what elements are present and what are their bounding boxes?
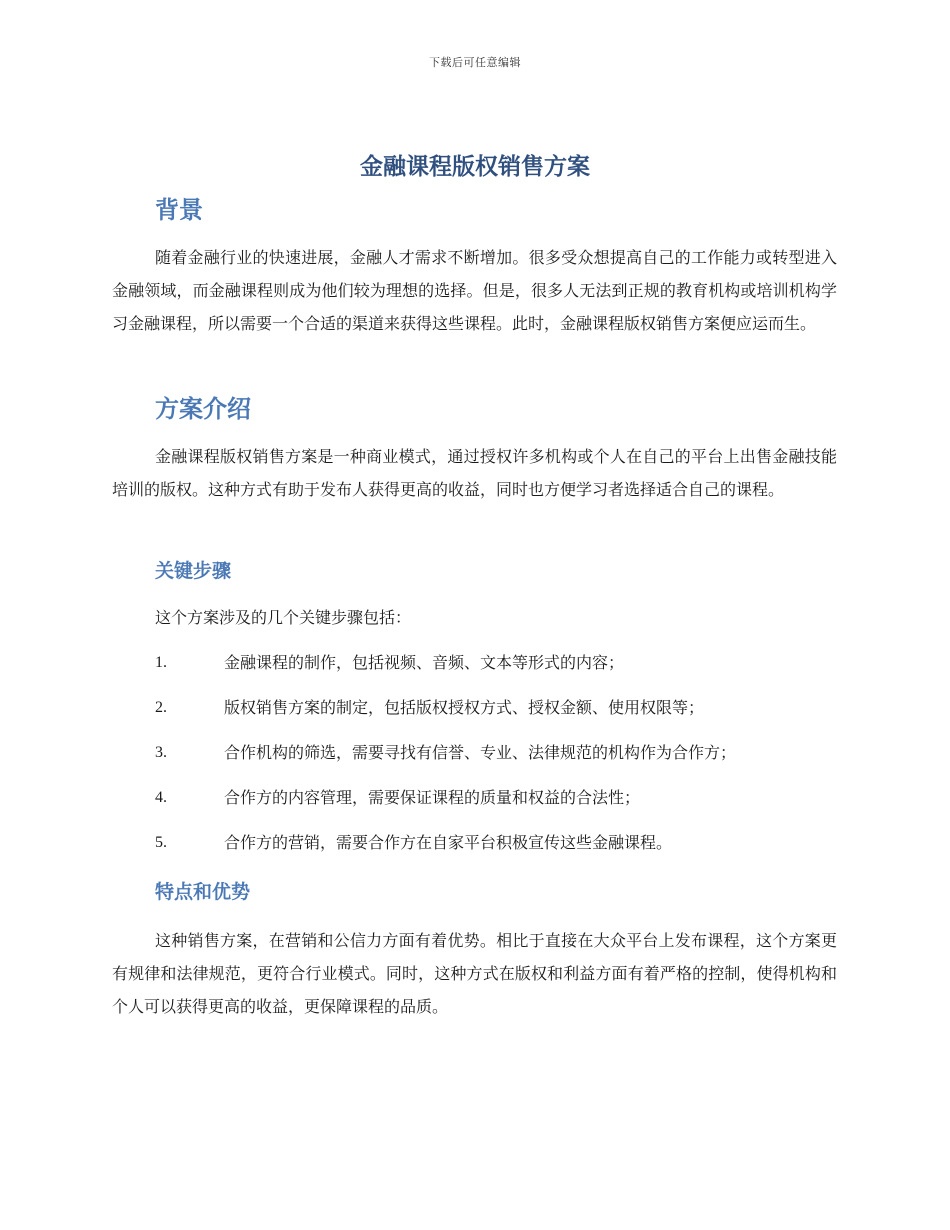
step-number: 4.	[155, 789, 167, 806]
step-number: 5.	[155, 834, 167, 851]
background-paragraph: 随着金融行业的快速进展，金融人才需求不断增加。很多受众想提高自己的工作能力或转型进入金融领域，而金融课程则成为他们较为理想的选择。但是，很多人无法到正规的教育机构或培训机构学习金融课程，所以需要一个合适的渠道来获得这些课程。此时，金融课程版权销售方案便应运而生。	[112, 248, 837, 333]
step-text: 合作方的内容管理，需要保证课程的质量和权益的合法性；	[224, 788, 641, 807]
features-paragraph: 这种销售方案，在营销和公信力方面有着优势。相比于直接在大众平台上发布课程，这个方案更有规律和法律规范，更符合行业模式。同时，这种方式在版权和利益方面有着严格的控制，使得机构和个人可以获得更高的收益，更保障课程的品质。	[112, 931, 837, 1016]
section-heading-background: 背景	[155, 196, 203, 224]
step-item	[155, 831, 855, 855]
step-number: 2.	[155, 699, 167, 716]
document-title: 金融课程版权销售方案	[360, 154, 590, 180]
step-item	[155, 786, 855, 810]
step-item	[155, 651, 855, 675]
header-note: 下载后可任意编辑	[429, 56, 521, 69]
step-text: 合作机构的筛选，需要寻找有信誉、专业、法律规范的机构作为合作方；	[224, 743, 737, 762]
step-number: 3.	[155, 744, 167, 761]
section-heading-intro: 方案介绍	[155, 395, 251, 423]
step-item	[155, 741, 855, 765]
step-text: 合作方的营销，需要合作方在自家平台积极宣传这些金融课程。	[224, 833, 673, 852]
step-item	[155, 696, 855, 720]
section-heading-features: 特点和优势	[155, 881, 251, 903]
section-heading-steps: 关键步骤	[155, 560, 232, 582]
intro-paragraph: 金融课程版权销售方案是一种商业模式，通过授权许多机构或个人在自己的平台上出售金融技能培训的版权。这种方式有助于发布人获得更高的收益，同时也方便学习者选择适合自己的课程。	[112, 447, 837, 499]
step-number: 1.	[155, 654, 167, 671]
step-text: 金融课程的制作，包括视频、音频、文本等形式的内容；	[224, 653, 625, 672]
steps-lead: 这个方案涉及的几个关键步骤包括：	[155, 608, 412, 627]
step-text: 版权销售方案的制定，包括版权授权方式、授权金额、使用权限等；	[224, 698, 705, 717]
